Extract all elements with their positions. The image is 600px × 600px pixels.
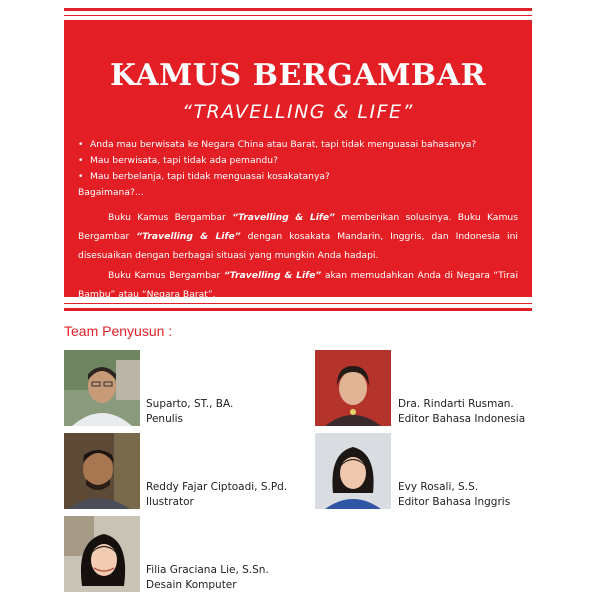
top-rule-thick (64, 8, 532, 11)
bullet-icon: • (78, 139, 84, 150)
member-name: Filia Graciana Lie, S.Sn. (146, 564, 269, 576)
top-rule-thin (64, 15, 532, 16)
bullet-icon: • (78, 171, 84, 182)
question-text: Bagaimana?... (78, 187, 144, 198)
portrait-icon (315, 433, 391, 509)
page-subtitle: “TRAVELLING & LIFE” (182, 101, 414, 123)
member-role: Penulis (146, 413, 184, 425)
member-role: Editor Bahasa Inggris (398, 496, 511, 508)
bullet-icon: • (78, 155, 84, 166)
member-photo-suparto (64, 350, 140, 426)
bottom-rule-thick (64, 308, 532, 311)
member-name: Reddy Fajar Ciptoadi, S.Pd. (146, 481, 288, 493)
member-photo-evy (315, 433, 391, 509)
portrait-icon (315, 350, 391, 426)
portrait-icon (64, 433, 140, 509)
list-item: • Anda mau berwisata ke Negara China atau Barat, tapi tidak menguasai bahasanya? (78, 137, 528, 153)
intro-panel (64, 20, 532, 300)
member-role: Desain Komputer (146, 579, 237, 591)
question-list (78, 137, 528, 185)
bottom-rule-thin (64, 303, 532, 304)
member-photo-rindarti (315, 350, 391, 426)
portrait-icon (64, 350, 140, 426)
member-photo-reddy (64, 433, 140, 509)
member-role: Editor Bahasa Indonesia (398, 413, 526, 425)
portrait-icon (64, 516, 140, 592)
member-name: Suparto, ST., BA. (146, 398, 234, 410)
member-photo-filia (64, 516, 140, 592)
intro-paragraph-2: Buku Kamus Bergambar “Travelling & Life” akan memudahkan Anda di Negara “Tirai Bambu” atau “Negara Barat”. (78, 270, 518, 300)
page-title: KAMUS BERGAMBAR (110, 58, 486, 93)
member-name: Dra. Rindarti Rusman. (398, 398, 514, 410)
member-role: Ilustrator (146, 496, 194, 508)
team-heading: Team Penyusun : (64, 323, 173, 339)
member-name: Evy Rosali, S.S. (398, 481, 479, 493)
intro-paragraph-1: Buku Kamus Bergambar “Travelling & Life” memberikan solusinya. Buku Kamus Bergambar “Travelling & Life” dengan kosakata Mandarin, Inggris, dan Indonesia ini disesuaikan dengan berbagai situasi yang mungkin Anda hadapi. (78, 212, 518, 261)
list-item: • Mau berwisata, tapi tidak ada pemandu? (78, 153, 528, 169)
list-item: • Mau berbelanja, tapi tidak menguasai kosakatanya? (78, 169, 528, 185)
